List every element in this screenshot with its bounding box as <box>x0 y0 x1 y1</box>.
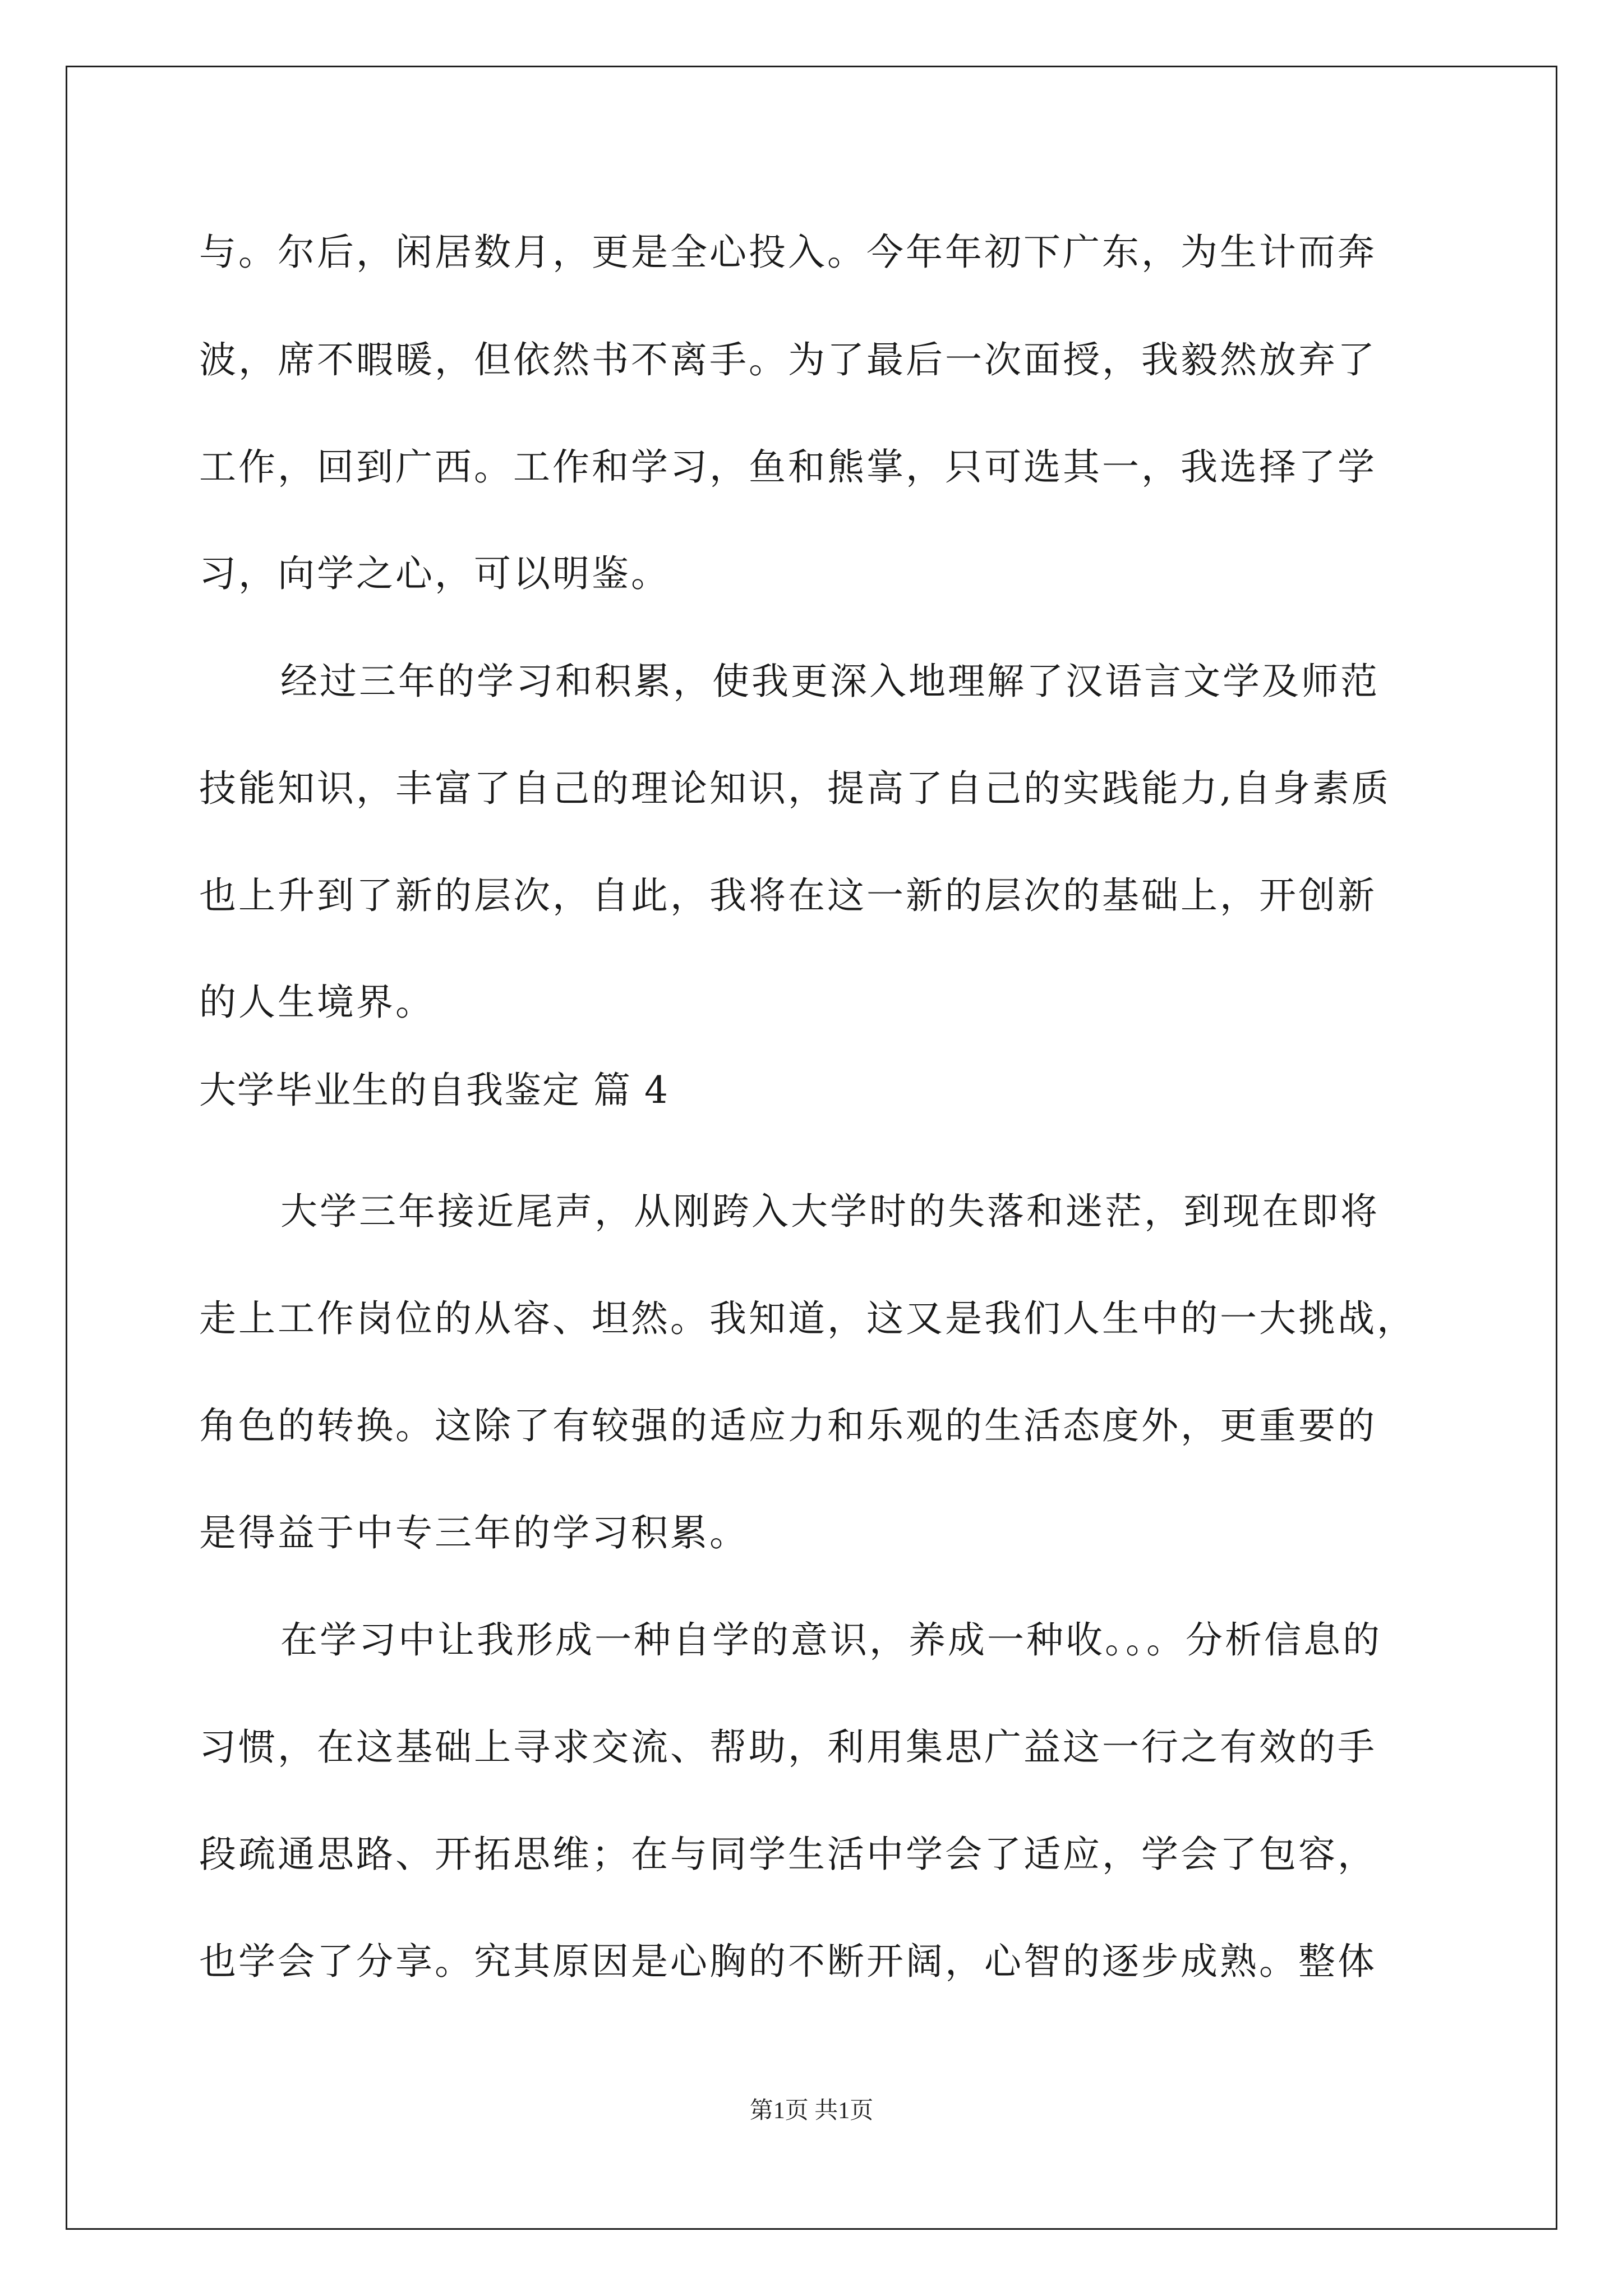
text-line: 的人生境界。 <box>199 981 435 1024</box>
text-line: 技能知识，丰富了自己的理论知识，提高了自己的实践能力,自身素质 <box>199 767 1391 810</box>
text-line: 习惯，在这基础上寻求交流、帮助，利用集思广益这一行之有效的手 <box>199 1726 1377 1769</box>
text-line: 经过三年的学习和积累，使我更深入地理解了汉语言文学及师范 <box>280 660 1380 703</box>
text-line: 大学三年接近尾声，从刚跨入大学时的失落和迷茫，到现在即将 <box>280 1190 1380 1233</box>
text-line: 在学习中让我形成一种自学的意识，养成一种收。。。分析信息的 <box>280 1618 1382 1662</box>
page-footer: 第1页 共1页 <box>749 2098 874 2124</box>
text-line: 是得益于中专三年的学习积累。 <box>199 1511 749 1554</box>
text-line: 也上升到了新的层次，自此，我将在这一新的层次的基础上，开创新 <box>199 874 1377 917</box>
text-line: 波，席不暇暖，但依然书不离手。为了最后一次面授，我毅然放弃了 <box>199 338 1377 381</box>
page-border <box>66 66 1557 2230</box>
text-line: 段疏通思路、开拓思维；在与同学生活中学会了适应，学会了包容， <box>199 1833 1377 1876</box>
text-line: 也学会了分享。究其原因是心胸的不断开阔，心智的逐步成熟。整体 <box>199 1940 1377 1983</box>
text-line: 工作，回到广西。工作和学习，鱼和熊掌，只可选其一，我选择了学 <box>199 445 1377 489</box>
text-line: 走上工作岗位的从容、坦然。我知道，这又是我们人生中的一大挑战， <box>199 1297 1416 1340</box>
section-heading: 大学毕业生的自我鉴定 篇 4 <box>199 1069 669 1112</box>
text-line: 角色的转换。这除了有较强的适应力和乐观的生活态度外，更重要的 <box>199 1404 1377 1447</box>
text-line: 与。尔后，闲居数月，更是全心投入。今年年初下广东，为生计而奔 <box>199 231 1377 274</box>
text-line: 习，向学之心，可以明鉴。 <box>199 552 670 595</box>
